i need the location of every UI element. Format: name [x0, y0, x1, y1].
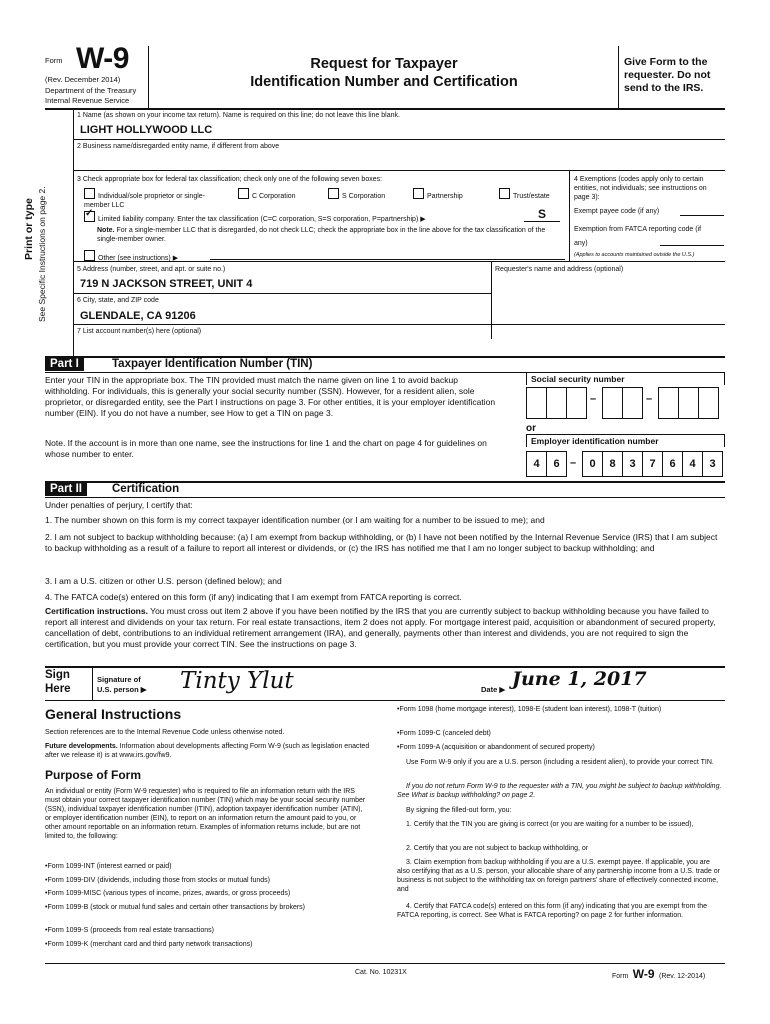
- give-form-note: Give Form to the requester. Do not send to the IRS.: [624, 56, 711, 94]
- footer-rev: (Rev. 12-2014): [659, 973, 706, 980]
- c-corp-checkbox[interactable]: [238, 188, 249, 199]
- line3-label: 3 Check appropriate box for federal tax classification; check only one of the following seven boxes:: [77, 176, 383, 183]
- other-checkbox[interactable]: [84, 250, 95, 261]
- signature-label: Signature of U.S. person ▶: [97, 675, 147, 694]
- future-developments: [45, 742, 370, 760]
- print-or-type: Print or type: [23, 198, 35, 260]
- or-label: or: [526, 423, 536, 434]
- future-developments-label: Future developments.: [45, 743, 118, 750]
- individual-checkbox[interactable]: [84, 188, 95, 199]
- cert-instructions: [45, 606, 725, 650]
- form-title-line1: Request for Taxpayer: [310, 56, 458, 72]
- cert-item4: 4. The FATCA code(s) entered on this form (if any) indicating that I am exempt from FATCA reporting is correct.: [45, 592, 462, 602]
- general-instructions-title: General Instructions: [45, 706, 182, 722]
- date-label: Date ▶: [481, 685, 506, 694]
- line6-label: 6 City, state, and ZIP code: [77, 297, 159, 304]
- llc-label: Limited liability company. Enter the tax classification (C=C corporation, S=S corporation, P=partnership) ▶: [98, 216, 426, 223]
- section-references-text: Section references are to the Internal Revenue Code unless otherwise noted.: [45, 729, 285, 736]
- signature-field[interactable]: Tinty Ylut: [180, 668, 294, 694]
- requester-field[interactable]: [495, 276, 723, 336]
- left-bullet: • Form 1099-K (merchant card and third party network transactions): [45, 940, 370, 949]
- right-bullet: • Form 1099-C (canceled debt): [397, 729, 722, 738]
- backup-withholding-note: If you do not return Form W-9 to the requester with a TIN, you might be subject to backup withholding. See What is backup withholding? on page 2.: [397, 783, 722, 799]
- individual-label: Individual/sole proprietor or single-member LLC: [84, 193, 205, 209]
- footer-form-label: Form: [612, 973, 629, 980]
- line3-note-text: For a single-member LLC that is disregarded, do not check LLC; check the appropriate box in the line above for the tax classification of the single-member owner.: [97, 227, 546, 243]
- ein-label: Employer identification number: [526, 434, 725, 447]
- certify-item2: 2. Certify that you are not subject to backup withholding, or: [406, 845, 589, 852]
- ein-digit: 7: [642, 451, 663, 477]
- certify-item3: 3. Claim exemption from backup withholding if you are a U.S. exempt payee. If applicable, you are also certifying that as a U.S. person, your allocable share of any partnership income from a U.S. trade or business is not subject to the withholding tax on foreign partners' share of effectively connected income, and: [397, 859, 720, 893]
- line1-name-field[interactable]: LIGHT HOLLYWOOD LLC: [80, 124, 213, 136]
- cert-item3: 3. I am a U.S. citizen or other U.S. person (defined below); and: [45, 576, 282, 586]
- certify-item4: 4. Certify that FATCA code(s) entered on this form (if any) indicating that you are exempt from the FATCA reporting, is correct. See What is FATCA reporting? on page 2 for further information.: [397, 903, 708, 919]
- form-title-line2: Identification Number and Certification: [250, 74, 518, 90]
- ein-digit: 0: [582, 451, 603, 477]
- llc-classification-field[interactable]: S: [524, 207, 560, 222]
- s-corp-checkbox[interactable]: [328, 188, 339, 199]
- catalog-number: Cat. No. 10231X: [355, 969, 407, 976]
- requester-label: Requester's name and address (optional): [495, 266, 624, 273]
- fatca-label: Exemption from FATCA reporting code (if any): [574, 226, 702, 247]
- part1-label: Part I: [45, 357, 84, 371]
- part1-note: Note. If the account is in more than one name, see the instructions for line 1 and the chart on page 4 for guidelines on whose number to enter.: [45, 438, 487, 459]
- part2-label: Part II: [45, 482, 87, 496]
- left-bullet: • Form 1099-INT (interest earned or paid): [45, 862, 370, 871]
- ein-digit: 6: [546, 451, 567, 477]
- ein-digit: 3: [622, 451, 643, 477]
- part2-intro: Under penalties of perjury, I certify that:: [45, 500, 193, 510]
- date-field[interactable]: June 1, 2017: [512, 668, 647, 690]
- footer-form-number: W-9: [632, 967, 655, 981]
- trust-estate-label: Trust/estate: [513, 193, 550, 200]
- left-bullet: • Form 1099-MISC (various types of income, prizes, awards, or gross proceeds): [45, 889, 370, 898]
- exempt-payee-label: Exempt payee code (if any): [574, 208, 660, 215]
- line1-label: 1 Name (as shown on your income tax return). Name is required on this line; do not leave this line blank.: [77, 112, 400, 119]
- certify-item1: 1. Certify that the TIN you are giving is correct (or you are waiting for a number to be issued),: [406, 821, 694, 828]
- c-corp-label: C Corporation: [252, 193, 296, 200]
- part2-title: Certification: [112, 483, 180, 495]
- footer-form-id: [612, 965, 705, 983]
- line5-label: 5 Address (number, street, and apt. or suite no.): [77, 266, 226, 273]
- exempt-payee-field[interactable]: [680, 215, 724, 216]
- line6-city-field[interactable]: GLENDALE, CA 91206: [80, 310, 196, 322]
- form-number: W-9: [76, 42, 129, 75]
- agency: Internal Revenue Service: [45, 96, 130, 105]
- purpose-of-form-text: An individual or entity (Form W-9 requester) who is required to file an information return with the IRS must obtain your correct taxpayer identification number (TIN) which may be your social security number (SSN), individual taxpayer identification number (ITIN), adoption taxpayer identification number (ATIN), or employer identification number (EIN), to report on an information return the amount paid to you, or other amount reportable on an information return. Examples of information returns include, but are not limited to, the following:: [45, 788, 366, 840]
- line4-label: 4 Exemptions (codes apply only to certain entities, not individuals; see instructions on page 3):: [574, 176, 707, 201]
- left-bullet: • Form 1099-B (stock or mutual fund sales and certain other transactions by brokers): [45, 903, 365, 912]
- line3-note: [97, 226, 565, 244]
- line7-label: 7 List account number(s) here (optional): [77, 328, 202, 335]
- left-bullet: • Form 1099-S (proceeds from real estate transactions): [45, 926, 370, 935]
- ein-digit: 8: [602, 451, 623, 477]
- ein-digit: 6: [662, 451, 683, 477]
- line2-business-name-field[interactable]: [80, 152, 720, 170]
- fatca-code-field[interactable]: [660, 245, 724, 246]
- llc-checkbox[interactable]: [84, 211, 95, 222]
- future-developments-text: Information about developments affecting Form W-9 (such as legislation enacted after we release it) is at www.irs.gov/fw9.: [45, 743, 370, 759]
- rev-date: (Rev. December 2014): [45, 75, 121, 84]
- cert-item1: 1. The number shown on this form is my correct taxpayer identification number (or I am waiting for a number to be issued to me); and: [45, 515, 545, 525]
- by-signing-text: By signing the filled-out form, you:: [406, 807, 512, 814]
- part1-title: Taxpayer Identification Number (TIN): [112, 358, 313, 370]
- right-bullet: • Form 1098 (home mortgage interest), 1098-E (student loan interest), 1098-T (tuition): [397, 705, 722, 714]
- ein-digit: 3: [702, 451, 723, 477]
- fatca-applies-note: (Applies to accounts maintained outside the U.S.): [574, 252, 695, 258]
- note-label: Note.: [97, 227, 115, 234]
- form-label: Form: [45, 56, 63, 65]
- partnership-checkbox[interactable]: [413, 188, 424, 199]
- sign-here-label: Sign Here: [45, 669, 71, 695]
- other-field[interactable]: [210, 259, 565, 260]
- line2-label: 2 Business name/disregarded entity name, if different from above: [77, 143, 280, 150]
- see-specific-instructions: See Specific Instructions on page 2.: [37, 186, 47, 322]
- ein-field[interactable]: 4 6 – 0 8 3 7 6 4 3: [526, 448, 725, 482]
- ein-digit: 4: [682, 451, 703, 477]
- line7-account-field[interactable]: [80, 338, 720, 356]
- partnership-label: Partnership: [427, 193, 463, 200]
- ssn-field[interactable]: – –: [526, 385, 725, 421]
- cert-instructions-label: Certification instructions.: [45, 606, 148, 616]
- left-bullet: • Form 1099-DIV (dividends, including those from stocks or mutual funds): [45, 876, 370, 885]
- s-corp-label: S Corporation: [342, 193, 386, 200]
- part1-instructions: Enter your TIN in the appropriate box. The TIN provided must match the name given on line 1 to avoid backup withholding. For individuals, this is generally your social security number (SSN). However, for a resident alien, sole proprietor, or disregarded entity, see the Part I instructions on page 3. For other entities, it is your employer identification number (EIN). If you do not have a number, see How to get a TIN on page 3.: [45, 375, 496, 418]
- line5-address-field[interactable]: 719 N JACKSON STREET, UNIT 4: [80, 278, 253, 290]
- cert-instructions-text: You must cross out item 2 above if you have been notified by the IRS that you are currently subject to backup withholding because you have failed to report all interest and dividends on your tax return. For real estate transactions, item 2 does not apply. For mortgage interest paid, acquisition or abandonment of secured property, cancellation of debt, contributions to an individual retirement arrangement (IRA), and generally, payments other than interest and dividends, you are not required to sign the certification, but you must provide your correct TIN. See the instructions on page 3.: [45, 606, 716, 649]
- cert-item2: 2. I am not subject to backup withholding because: (a) I am exempt from backup withholding, or (b) I have not been notified by the Internal Revenue Service (IRS) that I am subject to backup withholding as a result of a failure to report all interest or dividends, or (c) the IRS has notified me that I am no longer subject to backup withholding; and: [45, 532, 718, 553]
- department: Department of the Treasury: [45, 86, 137, 95]
- ssn-label: Social security number: [526, 372, 725, 385]
- right-bullet: • Form 1099-A (acquisition or abandonment of secured property): [397, 743, 722, 752]
- trust-estate-checkbox[interactable]: [499, 188, 510, 199]
- use-form-w9-text: Use Form W-9 only if you are a U.S. person (including a resident alien), to provide your correct TIN.: [406, 759, 714, 766]
- purpose-of-form-title: Purpose of Form: [45, 768, 142, 782]
- ein-digit: 4: [526, 451, 547, 477]
- other-label: Other (see instructions) ▶: [98, 255, 179, 262]
